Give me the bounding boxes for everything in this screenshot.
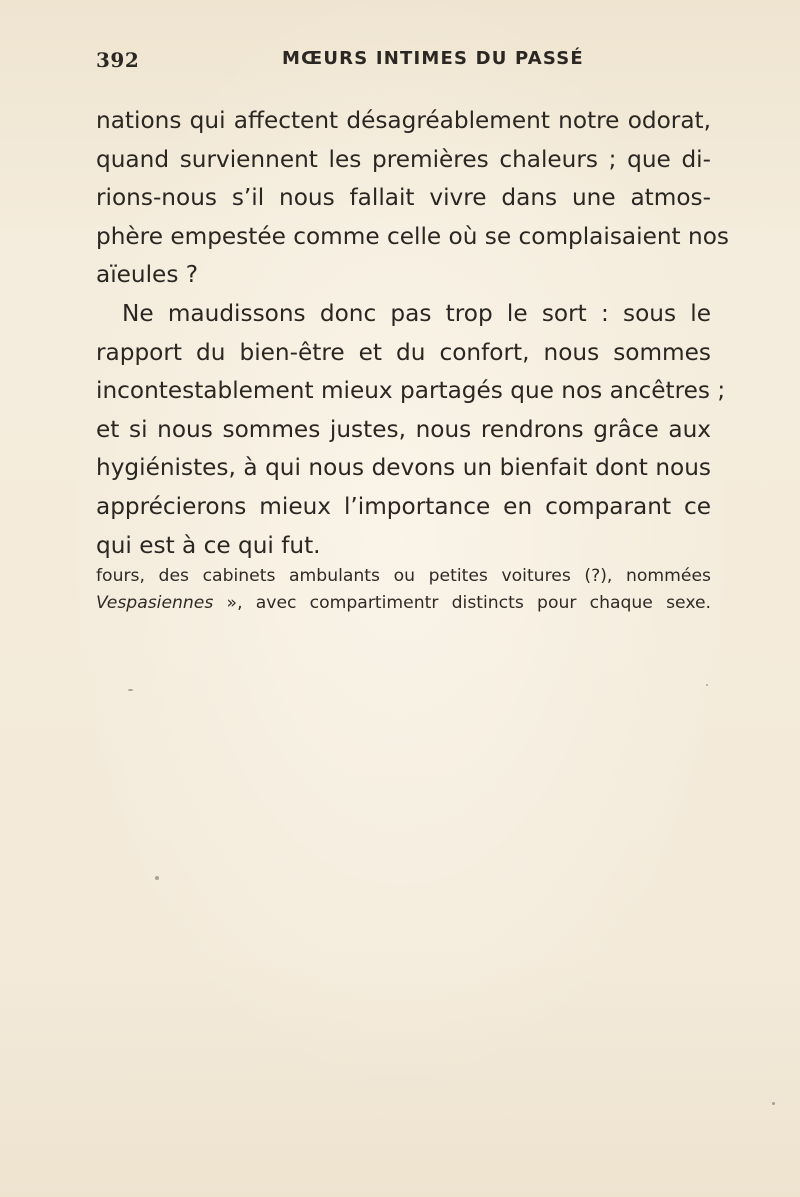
text-line: et si nous sommes justes, nous rendrons grâce aux [96, 415, 711, 443]
body-text [96, 102, 729, 565]
paper-speck [155, 876, 159, 880]
text-line: aïeules ? [96, 261, 199, 289]
text-line: apprécierons mieux l’importance en comparant ce [96, 492, 711, 520]
text-line: hygiénistes, à qui nous devons un bienfait dont nous [96, 454, 711, 482]
running-title: MŒURS INTIMES DU PASSÉ [282, 48, 584, 69]
page-number: 392 [96, 48, 140, 72]
text-line: rions-nous s’il nous fallait vivre dans une atmos- [96, 184, 711, 212]
text-line: quand surviennent les premières chaleurs ; que di- [96, 145, 711, 173]
text-line: phère empestée comme celle où se complaisaient nos [96, 222, 729, 250]
text-line: qui est à ce qui fut. [96, 531, 321, 559]
text-line: rapport du bien-être et du confort, nous sommes [96, 338, 711, 366]
footnote [96, 563, 711, 617]
page-header [96, 46, 716, 74]
paper-speck [772, 1102, 775, 1105]
paper-speck [706, 684, 708, 686]
footnote-line-rest: », avec compartimentr distincts pour chaque sexe. [213, 593, 711, 613]
footnote-line [96, 590, 711, 617]
text-line: Ne maudissons donc pas trop le sort : sous le [122, 299, 711, 327]
paper-speck [128, 689, 133, 691]
footnote-line: fours, des cabinets ambulants ou petites voitures (?), nommées [96, 566, 711, 586]
text-line: incontestablement mieux partagés que nos ancêtres ; [96, 377, 726, 405]
footnote-italic-term: Vespasiennes [96, 593, 214, 613]
text-line: nations qui affectent désagréablement notre odorat, [96, 107, 711, 134]
